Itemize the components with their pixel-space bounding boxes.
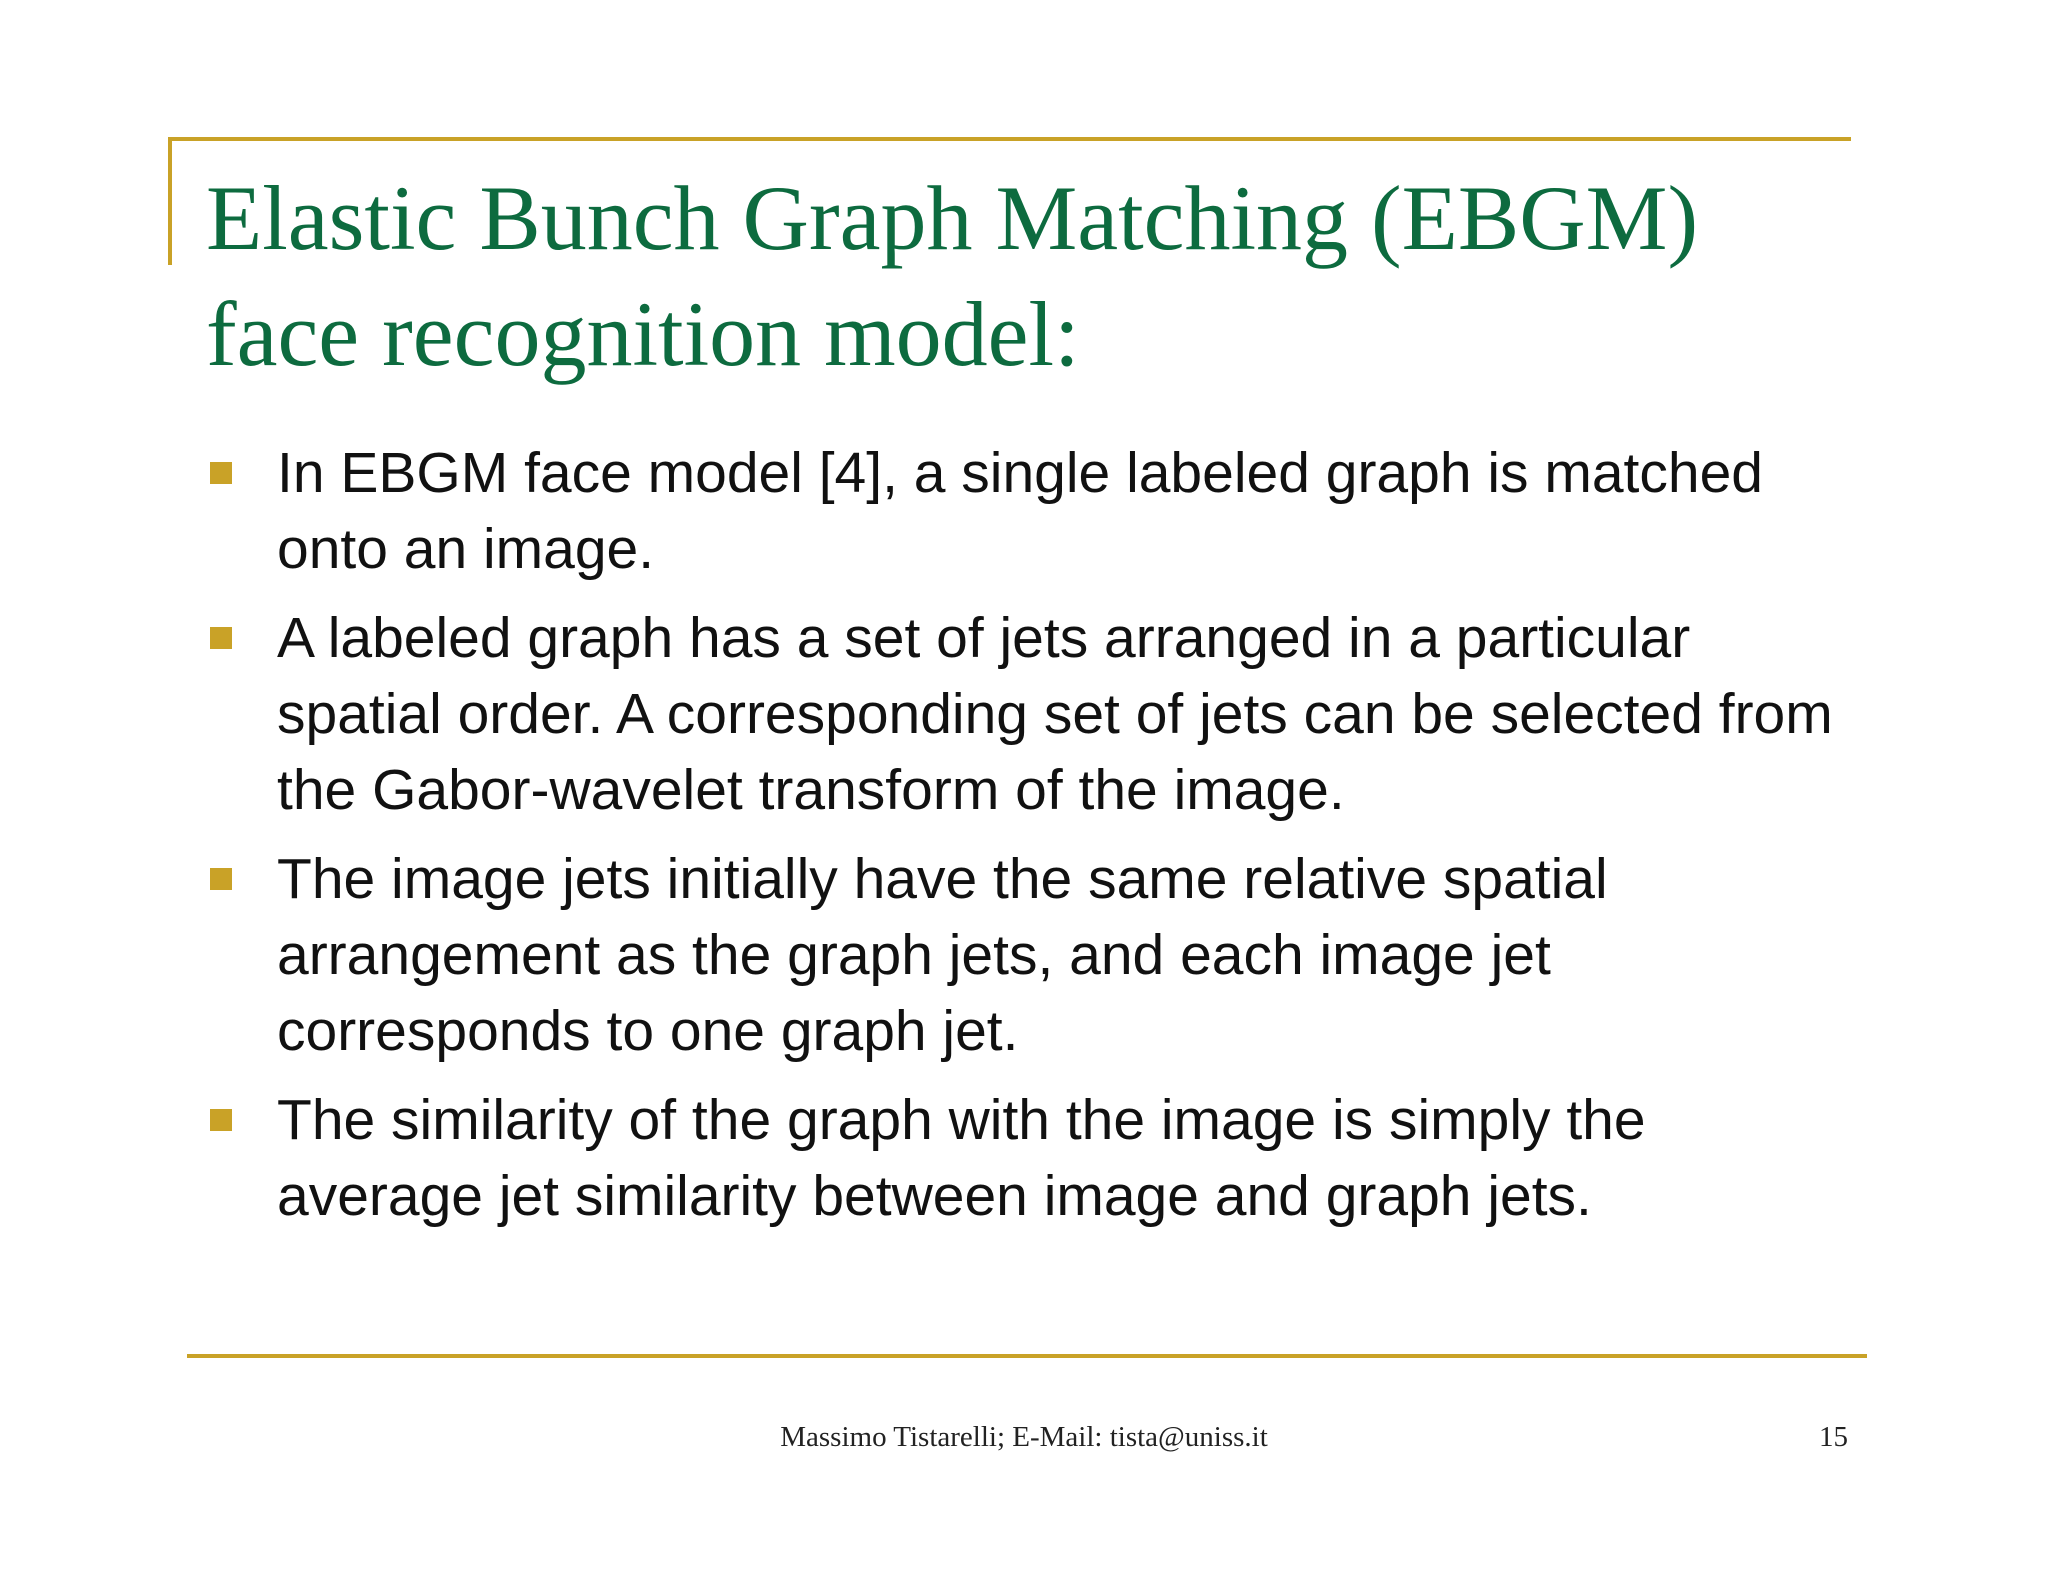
slide-title-line-2: face recognition model: — [206, 283, 1080, 385]
bullet-item — [206, 841, 1866, 1069]
bullet-text: A labeled graph has a set of jets arranged in a particular spatial order. A corresponding set of jets can be selected from the Gabor-wavelet transform of the image. — [277, 606, 1833, 822]
slide-title — [206, 160, 1846, 392]
square-bullet-icon — [210, 627, 232, 649]
square-bullet-icon — [210, 462, 232, 484]
title-rule-left — [168, 137, 172, 265]
square-bullet-icon — [210, 1109, 232, 1131]
footer-author-contact: Massimo Tistarelli; E-Mail: tista@uniss.it — [780, 1421, 1268, 1453]
bullet-text: In EBGM face model [4], a single labeled graph is matched onto an image. — [277, 441, 1763, 581]
title-rule-top — [168, 137, 1851, 141]
bullet-item — [206, 600, 1866, 828]
page-number: 15 — [1819, 1421, 1848, 1453]
bullet-list — [206, 435, 1866, 1247]
bullet-item — [206, 435, 1866, 587]
slide-title-line-1: Elastic Bunch Graph Matching (EBGM) — [206, 167, 1699, 269]
footer-rule — [187, 1354, 1867, 1358]
square-bullet-icon — [210, 868, 232, 890]
bullet-text: The image jets initially have the same relative spatial arrangement as the graph jets, and each image jet corresponds to one graph jet. — [277, 847, 1608, 1063]
bullet-item — [206, 1082, 1866, 1234]
bullet-text: The similarity of the graph with the image is simply the average jet similarity between image and graph jets. — [277, 1088, 1646, 1228]
